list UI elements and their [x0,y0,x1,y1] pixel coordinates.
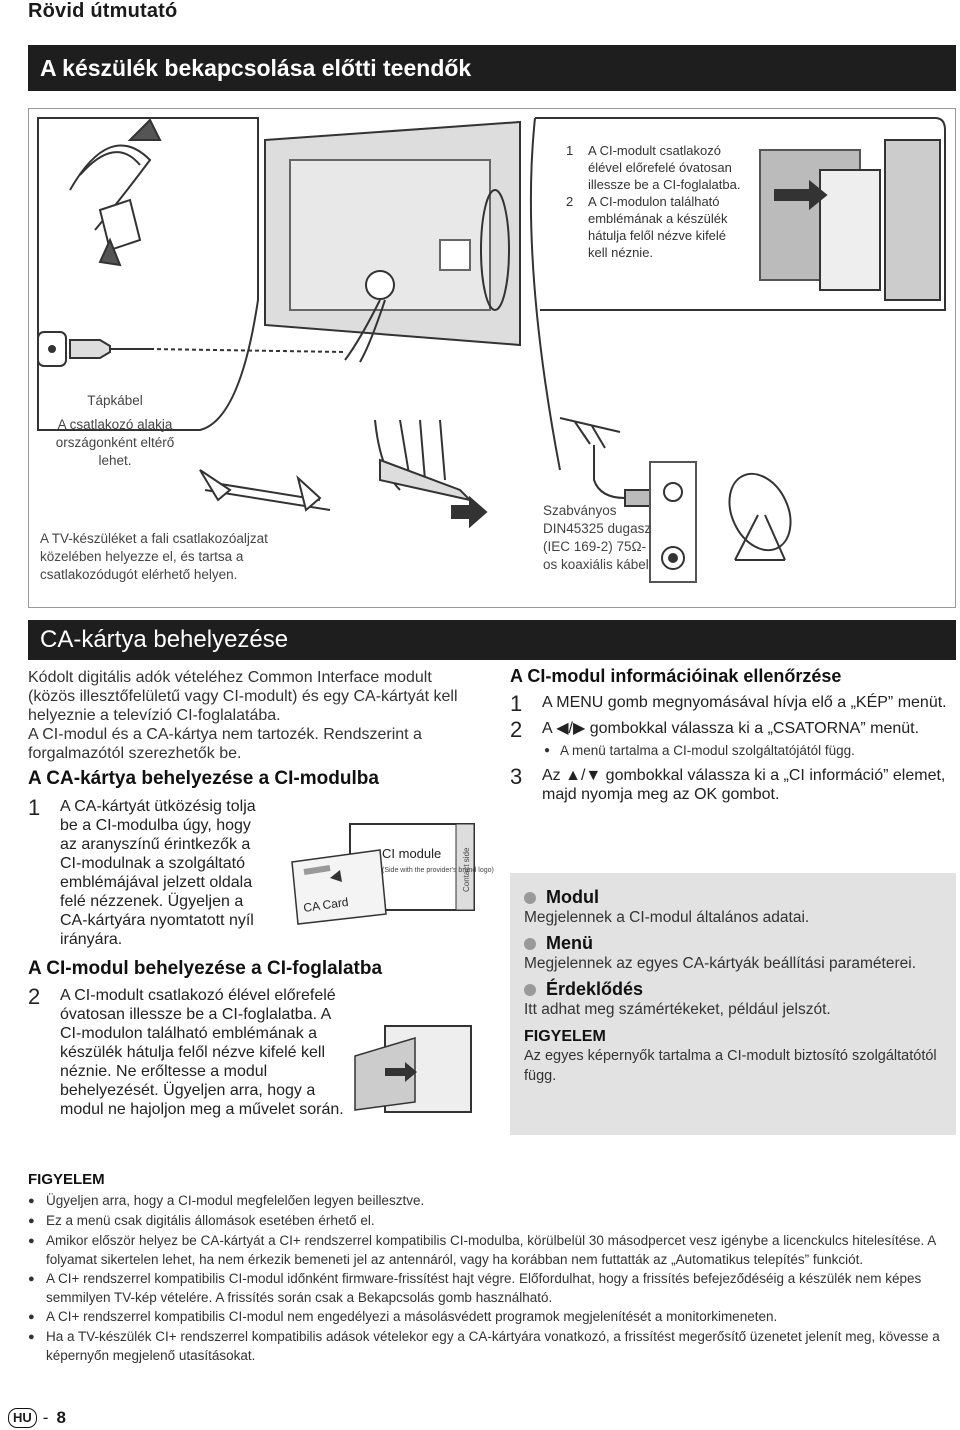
step-text: A ◀/▶ gombokkal válassza ki a „CSATORNA” menüt. [542,720,920,737]
page-footer [8,1408,66,1428]
setup-illustrations [0,0,960,620]
step-text: A CI-modult csatlakozó élével előrefelé óvatosan illessze be a CI-foglalatba. [588,143,741,192]
step-text: A CI-modult csatlakozó élével előrefelé óvatosan illessze be a CI-foglalatba. A CI-modulon található emblémának a készülék hátulja felől nézve kifelé kell néznie. Ne erőltesse a modul behelyezését. Ügyeljen arra, hogy a modul ne hajoljon meg a művelet során. [60,987,344,1118]
bullet-icon: ● [28,1235,35,1247]
bullet-icon: ● [28,1195,35,1207]
step-number: 2 [510,717,523,742]
subheading-insert-ci-module: A CI-modul behelyezése a CI-foglalatba [28,958,383,979]
box-note-title: FIGYELEM [524,1028,606,1045]
note-text: A CI+ rendszerrel kompatibilis CI-modul nem engedélyezi a másolásvédett programok megjelenítését a monitorkimeneten. [46,1309,778,1324]
note-text: A CI+ rendszerrel kompatibilis CI-modul időnként firmware-frissítést hajt végre. Előfordulhat, hogy a frissítés befejeződéséig a készülék nem képes semmilyen TV-kép vételére. A frissítés során csak a Bekapcsolás gomb használható. [46,1271,922,1305]
coax-cable-note: Szabványos DIN45325 dugasz (IEC 169-2) 75Ω-os koaxiális kábel [543,503,652,572]
ci-slot-step [566,193,746,261]
bullet-icon: ● [28,1311,35,1323]
section-title-ca-card: CA-kártya behelyezése [28,620,956,660]
bullet-icon: ● [28,1273,35,1285]
box-note-text: Az egyes képernyők tartalma a CI-modult biztosító szolgáltatótól függ. [524,1048,937,1084]
ci-info-section [510,666,956,804]
language-badge: HU [8,1408,37,1428]
item-desc: Itt adhat meg számértékeket, például jelszót. [524,1001,831,1018]
power-plug-illustration [38,332,345,366]
tv-back-illustration [265,122,520,362]
item-title: Menü [546,933,593,953]
intro-paragraph-2: A CI-modul és a CA-kártya nem tartozék. Rendszerint a forgalmazótól szerezhetők be. [28,726,422,762]
ci-slot-steps [566,142,746,261]
step-text: A CI-modulon található emblémának a készülék hátulja felől nézve kifelé kell néznie. [588,194,728,260]
menu-item-inquiry [524,979,942,1000]
note-text: Ha a TV-készülék CI+ rendszerrel kompatibilis adások vételekor egy a CA-kártyára vonatkozó, a frissítést megerősítő üzenetet jelenít meg, kövesse a képernyőn megjelenő utasításokat. [46,1329,940,1363]
ci-info-step-3 [510,766,956,804]
tv-placement-note: A TV-készüléket a fali csatlakozóaljzat közelében helyezze el, és tartsa a csatlakozódugót elérhető helyen. [40,531,268,582]
bullet-icon [524,892,536,904]
bullet-icon: ● [28,1215,35,1227]
menu-item-menu [524,933,942,954]
bullet-icon: ● [544,745,551,756]
page-header-title: Rövid útmutató [28,0,178,22]
ci-module-label: CI module [382,846,442,861]
note-item [28,1307,948,1327]
step-number: 1 [28,795,41,820]
power-cable-label: Tápkábel [87,393,143,408]
item-desc: Megjelennek a CI-modul általános adatai. [524,909,810,926]
note-text: Amikor először helyez be CA-kártyát a CI+ rendszerrel kompatibilis CI-modulba, körülbelül 30 másodpercet vesz igénybe a licenckulcs hitelesítése. A folyamat sikertelen lehet, ha nem érkezik bemeneti jel az antennáról, vagy ha korábban nem futtatták az „Automatikus telepítés” funkciót. [46,1233,936,1267]
note-text: Ügyeljen arra, hogy a CI-modul megfelelően legyen beillesztve. [46,1193,425,1208]
step-text: Az ▲/▼ gombokkal válassza ki a „CI információ” elemet, majd nyomja meg az OK gombot. [542,767,946,803]
footer-separator: - [42,1408,49,1427]
ci-info-step-2-note [544,743,956,758]
item-title: Érdeklődés [546,979,644,999]
intro-paragraph: Kódolt digitális adók vételéhez Common Interface modult (közös illesztőfelületű vagy CI-modult) és egy CA-kártyát kell helyeznie a televízió CI-foglalatába. [28,669,458,724]
item-desc: Megjelennek az egyes CA-kártyák beállítási paraméterei. [524,955,916,972]
side-logo-label: (Side with the provider's brand logo) [382,867,494,874]
ci-info-title: A CI-modul információinak ellenőrzése [510,666,842,686]
section-title-preparation: A készülék bekapcsolása előtti teendők [28,45,956,91]
contact-side-label: Contact side [462,847,471,892]
step-number: 3 [510,764,523,789]
step-number: 2 [28,984,41,1009]
ca-card-intro [28,668,476,763]
ci-menu-items-box [510,873,956,1135]
cable-tie-illustration [38,118,258,430]
cable-routing-illustrations [200,420,486,526]
note-text: Ez a menü csak digitális állomások esetében érhető el. [46,1213,375,1228]
step-text: A MENU gomb megnyomásával hívja elő a „KÉP” menüt. [542,694,947,711]
plug-note: A csatlakozó alakja országonként eltérő lehet. [55,417,175,468]
bullet-icon [524,984,536,996]
notes-title: FIGYELEM [28,1171,105,1188]
bullet-icon [524,938,536,950]
step-number: 1 [566,143,574,158]
step-number: 1 [510,691,523,716]
note-item [28,1327,948,1365]
note-item [28,1191,948,1211]
page-number: 8 [56,1408,66,1427]
power-cable-caption [40,392,190,470]
ci-info-step-2 [510,719,956,741]
menu-item-module [524,887,942,908]
note-item [28,1211,948,1231]
ci-info-step-1 [510,693,956,715]
bullet-text: A menü tartalma a CI-modul szolgáltatójától függ. [560,743,855,758]
ca-card-label: CA Card [302,894,350,915]
step-text: A CA-kártyát ütközésig tolja be a CI-modulba úgy, hogy az aranyszínű érintkezők a CI-modulnak a szolgáltató emblémájával jelzett oldala felé nézzenek. Ügyeljen a CA-kártyára nyomtatott nyíl irányára. [60,798,256,948]
note-item [28,1269,948,1307]
ci-module-card-illustration [290,822,494,926]
notes-section [28,1170,948,1365]
step-number: 2 [566,194,574,209]
ci-slot-step [566,142,746,193]
note-item [28,1231,948,1269]
item-title: Modul [546,887,599,907]
subheading-insert-ca-card: A CA-kártya behelyezése a CI-modulba [28,768,379,789]
ci-insertion-illustration [345,1018,475,1114]
bullet-icon: ● [28,1331,35,1343]
